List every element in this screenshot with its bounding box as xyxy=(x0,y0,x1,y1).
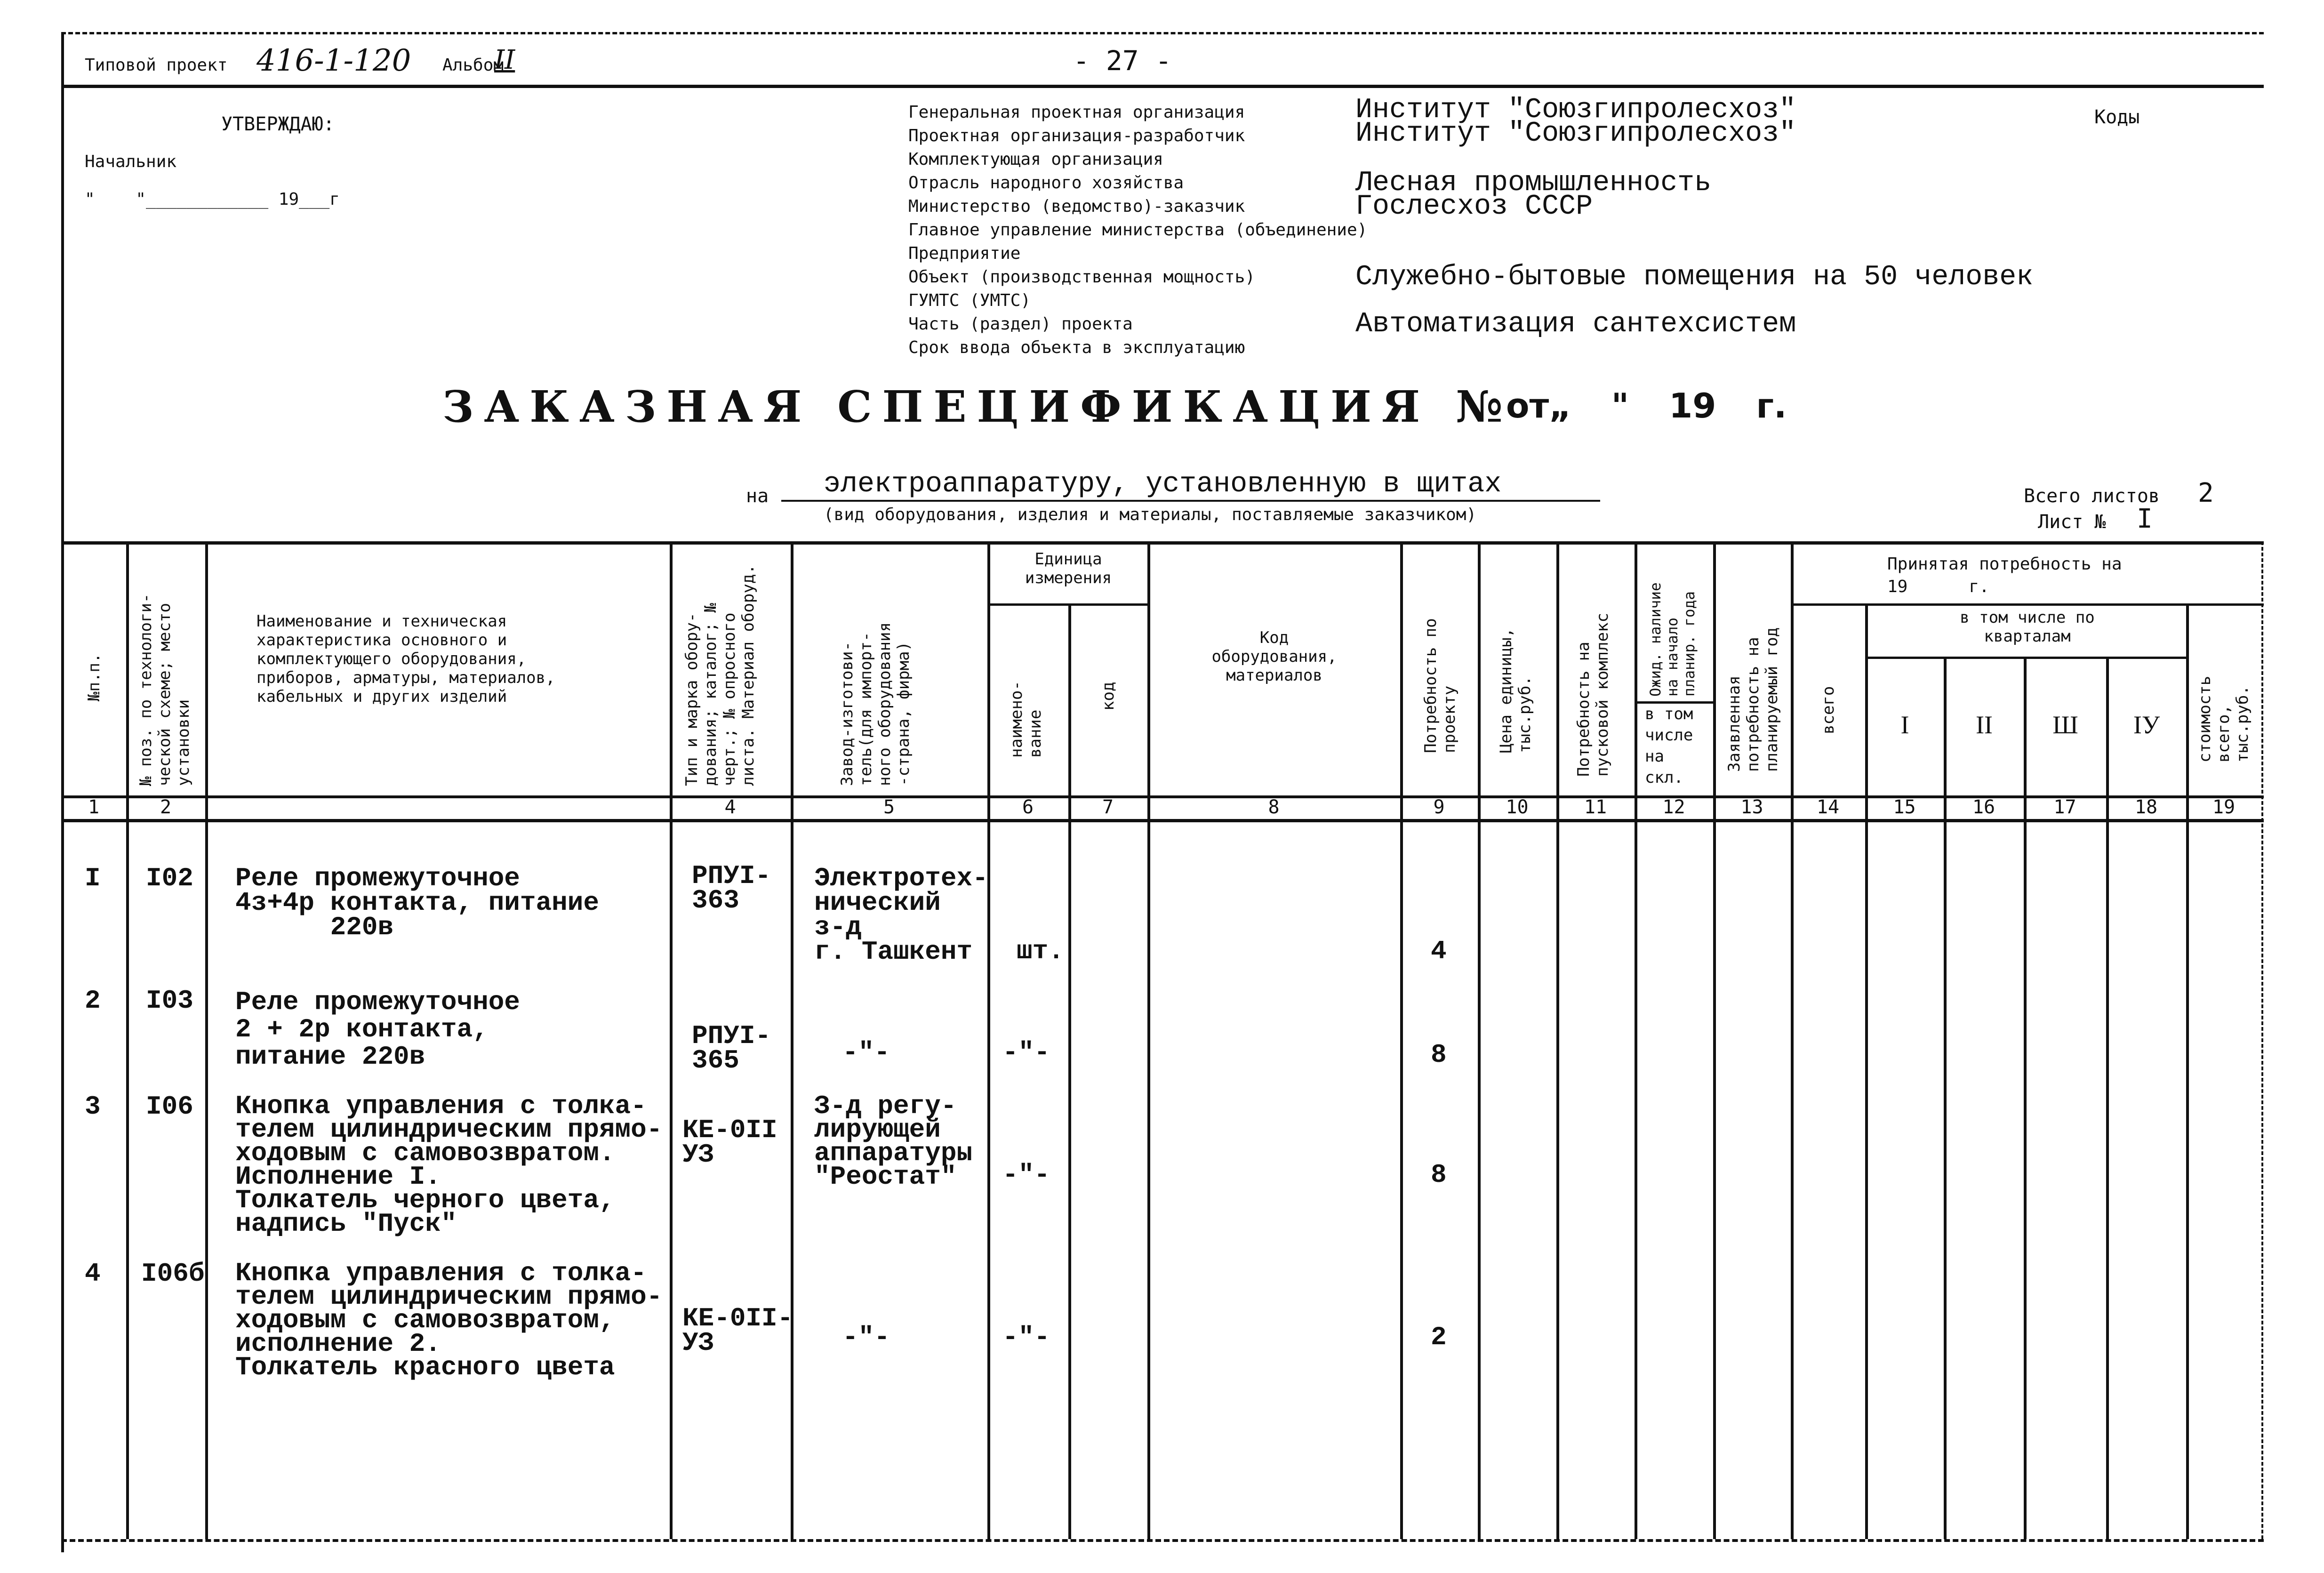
col-line xyxy=(1944,657,1947,1539)
project-number: 416-1-120 xyxy=(256,43,411,78)
col-line xyxy=(205,541,208,1539)
colnum-5: 5 xyxy=(883,796,895,818)
total-sheets-value: 2 xyxy=(2198,478,2214,508)
colnum-15: 15 xyxy=(1893,796,1916,818)
meta-value-industry: Лесная промышленность xyxy=(1355,167,1712,199)
meta-label: Отрасль народного хозяйства xyxy=(908,173,1184,193)
row-unit: -"- xyxy=(1002,1322,1050,1352)
row-number: 4 xyxy=(85,1259,101,1289)
meta-label: Часть (раздел) проекта xyxy=(908,314,1133,334)
approve-title: УТВЕРЖДАЮ: xyxy=(221,113,335,135)
col-line xyxy=(791,541,793,1539)
colnum-7: 7 xyxy=(1102,796,1114,818)
header-quarters: в том числе по кварталам xyxy=(1960,608,2095,646)
spec-subject: электроаппаратуру, установленную в щитах xyxy=(824,468,1502,500)
row-maker: -"- xyxy=(842,1037,890,1067)
table-top-line xyxy=(61,541,2264,545)
col-line xyxy=(1635,541,1637,1539)
colnum-9: 9 xyxy=(1433,796,1445,818)
meta-label: Министерство (ведомство)-заказчик xyxy=(908,197,1245,216)
header-pos: № поз. по технологи- ческой схеме; место установки xyxy=(136,593,193,786)
row-number: I xyxy=(85,863,101,893)
header-unit-code: код xyxy=(1099,682,1118,711)
meta-label: Главное управление министерства (объединение) xyxy=(908,220,1368,240)
header-maker: Завод-изготови- тель(для импорт- ного оборудования -страна, фирма) xyxy=(838,622,913,786)
header-launch: Потребность на пусковой комплекс xyxy=(1574,613,1612,777)
header-qty: Потребность по проекту xyxy=(1421,618,1459,753)
col-line xyxy=(670,541,673,1539)
colnum-19: 19 xyxy=(2212,796,2236,818)
colnum-18: 18 xyxy=(2134,796,2158,818)
col-line xyxy=(1556,541,1559,1539)
row-unit: -"- xyxy=(1002,1160,1050,1190)
row-name: Кнопка управления с толка- телем цилиндрическим прямо- ходовым с самовозвратом. Исполнение I. Толкатель черного цвета, надпись "Пуск" xyxy=(235,1091,663,1239)
colnum-bottom-line xyxy=(61,819,2264,822)
total-sheets-label: Всего листов xyxy=(2024,485,2160,507)
header-bottom-line xyxy=(61,85,2264,88)
header-q4: IУ xyxy=(2133,711,2160,739)
colnum-11: 11 xyxy=(1584,796,1607,818)
row-name: Кнопка управления с толка- телем цилиндрическим прямо- ходовым с самовозвратом, исполнение 2. Толкатель красного цвета xyxy=(235,1258,663,1382)
row-unit: -"- xyxy=(1002,1037,1050,1067)
quarters-sub-line xyxy=(1866,657,2188,659)
meta-labels xyxy=(908,101,1379,360)
top-border-line xyxy=(61,32,2264,34)
page-number: - 27 - xyxy=(1073,45,1172,77)
colnum-14: 14 xyxy=(1816,796,1840,818)
row-number: 2 xyxy=(85,986,101,1016)
header-type: Тип и марка обору- дования; каталог; № черт.; № опросного листа. Материал оборуд. xyxy=(682,564,758,786)
row-qty: 8 xyxy=(1431,1040,1447,1070)
row-qty: 4 xyxy=(1431,936,1447,966)
colnum-12: 12 xyxy=(1662,796,1685,818)
sheet-label: Лист № xyxy=(2038,511,2106,533)
header-q2: II xyxy=(1976,711,1993,739)
header-total: всего xyxy=(1819,686,1838,734)
album-number: II xyxy=(494,45,515,75)
header-name: Наименование и техническая характеристика основного и комплектующего оборудования, приборов, арматуры, материалов, кабельных и других изделий xyxy=(256,612,555,706)
row-position: I02 xyxy=(146,863,193,893)
header-unit: Единица измерения xyxy=(1025,550,1112,587)
header-price: Цена единицы, тыс.руб. xyxy=(1497,627,1534,753)
header-unit-name: наимено- вание xyxy=(1007,681,1045,758)
col-line xyxy=(126,541,129,1539)
project-label: Типовой проект xyxy=(85,56,228,75)
sheet-value: I xyxy=(2137,504,2153,534)
row-qty: 2 xyxy=(1431,1322,1447,1352)
header-q1: I xyxy=(1900,711,1909,739)
colnum-17: 17 xyxy=(2053,796,2076,818)
row-type: КЕ-0II УЗ xyxy=(682,1115,777,1170)
row-unit: шт. xyxy=(1017,936,1064,966)
na-label: на xyxy=(746,485,769,507)
subject-underline xyxy=(781,500,1600,502)
meta-value-developer-org: Институт "Союзгипролесхоз" xyxy=(1355,118,1796,150)
album-label: Альбом xyxy=(442,56,504,75)
header-requested: Заявленная потребность на планируемый год xyxy=(1725,627,1781,772)
row-type: РПУI- 363 xyxy=(692,861,771,915)
col-line xyxy=(1147,541,1150,1539)
spec-from: от„ " 19 г. xyxy=(1506,386,1787,425)
header-accepted: Принятая потребность на 19 г. xyxy=(1887,554,2122,596)
col-line xyxy=(1713,541,1716,1539)
spec-subject-note: (вид оборудования, изделия и материалы, поставляемые заказчиком) xyxy=(824,505,1477,524)
meta-value-part: Автоматизация сантехсистем xyxy=(1355,308,1796,340)
colnum-16: 16 xyxy=(1972,796,1995,818)
colnum-13: 13 xyxy=(1740,796,1763,818)
col-line xyxy=(1791,541,1794,1539)
meta-label: Срок ввода объекта в эксплуатацию xyxy=(908,338,1245,357)
col-line xyxy=(2106,657,2109,1539)
row-name: Реле промежуточное 2 + 2р контакта, питание 220в xyxy=(235,987,520,1072)
accepted-sub-line xyxy=(1793,603,2264,606)
row-qty: 8 xyxy=(1431,1160,1447,1190)
row-maker: Электротех- нический з-д г. Ташкент xyxy=(814,863,988,967)
row-name: Реле промежуточное 4з+4р контакта, питание 220в xyxy=(235,863,599,942)
colnum-1: 1 xyxy=(88,796,100,818)
approve-chief: Начальник xyxy=(85,152,177,171)
col-line xyxy=(1068,603,1071,1539)
colnum-8: 8 xyxy=(1268,796,1280,818)
meta-label: Генеральная проектная организация xyxy=(908,103,1245,122)
header-q3: Ш xyxy=(2052,711,2078,739)
left-border-line xyxy=(61,32,64,1552)
meta-label: Комплектующая организация xyxy=(908,150,1163,169)
meta-label: Объект (производственная мощность) xyxy=(908,267,1255,287)
meta-label: Предприятие xyxy=(908,244,1021,263)
row-type: КЕ-0II- УЗ xyxy=(682,1303,793,1358)
colnum-2: 2 xyxy=(160,796,172,818)
meta-value-object: Служебно-бытовые помещения на 50 человек xyxy=(1355,261,2034,293)
meta-label: ГУМТС (УМТС) xyxy=(908,291,1031,310)
header-cost: стоимость всего, тыс.руб. xyxy=(2196,675,2252,762)
meta-value-general-org: Институт "Союзгипролесхоз" xyxy=(1355,94,1796,126)
header-code: Код оборудования, материалов xyxy=(1211,628,1337,685)
col-line xyxy=(1478,541,1481,1539)
header-stock: в том числе на скл. xyxy=(1645,705,1693,787)
meta-label: Проектная организация-разработчик xyxy=(908,126,1245,145)
col-line xyxy=(1400,541,1403,1539)
spec-title: ЗАКАЗНАЯ СПЕЦИФИКАЦИЯ № xyxy=(442,381,1514,432)
approve-date-line: " "____________ 19___г xyxy=(85,190,340,209)
row-type: РПУI- 365 xyxy=(692,1021,771,1075)
row-position: I03 xyxy=(146,986,193,1016)
col-line xyxy=(2261,541,2263,1539)
row-position: I06б xyxy=(141,1259,205,1289)
row-position: I06 xyxy=(146,1091,193,1122)
col-line xyxy=(2186,603,2189,1539)
header-expected: Ожид. наличие на начало планир. года xyxy=(1647,582,1698,697)
table-bottom-line xyxy=(61,1539,2264,1542)
meta-value-ministry: Гослесхоз СССР xyxy=(1355,191,1593,223)
header-n: №п.п. xyxy=(85,653,104,701)
colnum-10: 10 xyxy=(1506,796,1529,818)
row-maker: З-д регу- лирующей аппаратуры "Реостат" xyxy=(814,1091,973,1192)
colnum-6: 6 xyxy=(1022,796,1034,818)
col-line xyxy=(1865,603,1868,1539)
row-maker: -"- xyxy=(842,1322,890,1352)
colnum-4: 4 xyxy=(724,796,736,818)
codes-label: Коды xyxy=(2094,106,2140,128)
col-line xyxy=(987,541,990,1539)
col-line xyxy=(2024,657,2027,1539)
row-number: 3 xyxy=(85,1091,101,1122)
